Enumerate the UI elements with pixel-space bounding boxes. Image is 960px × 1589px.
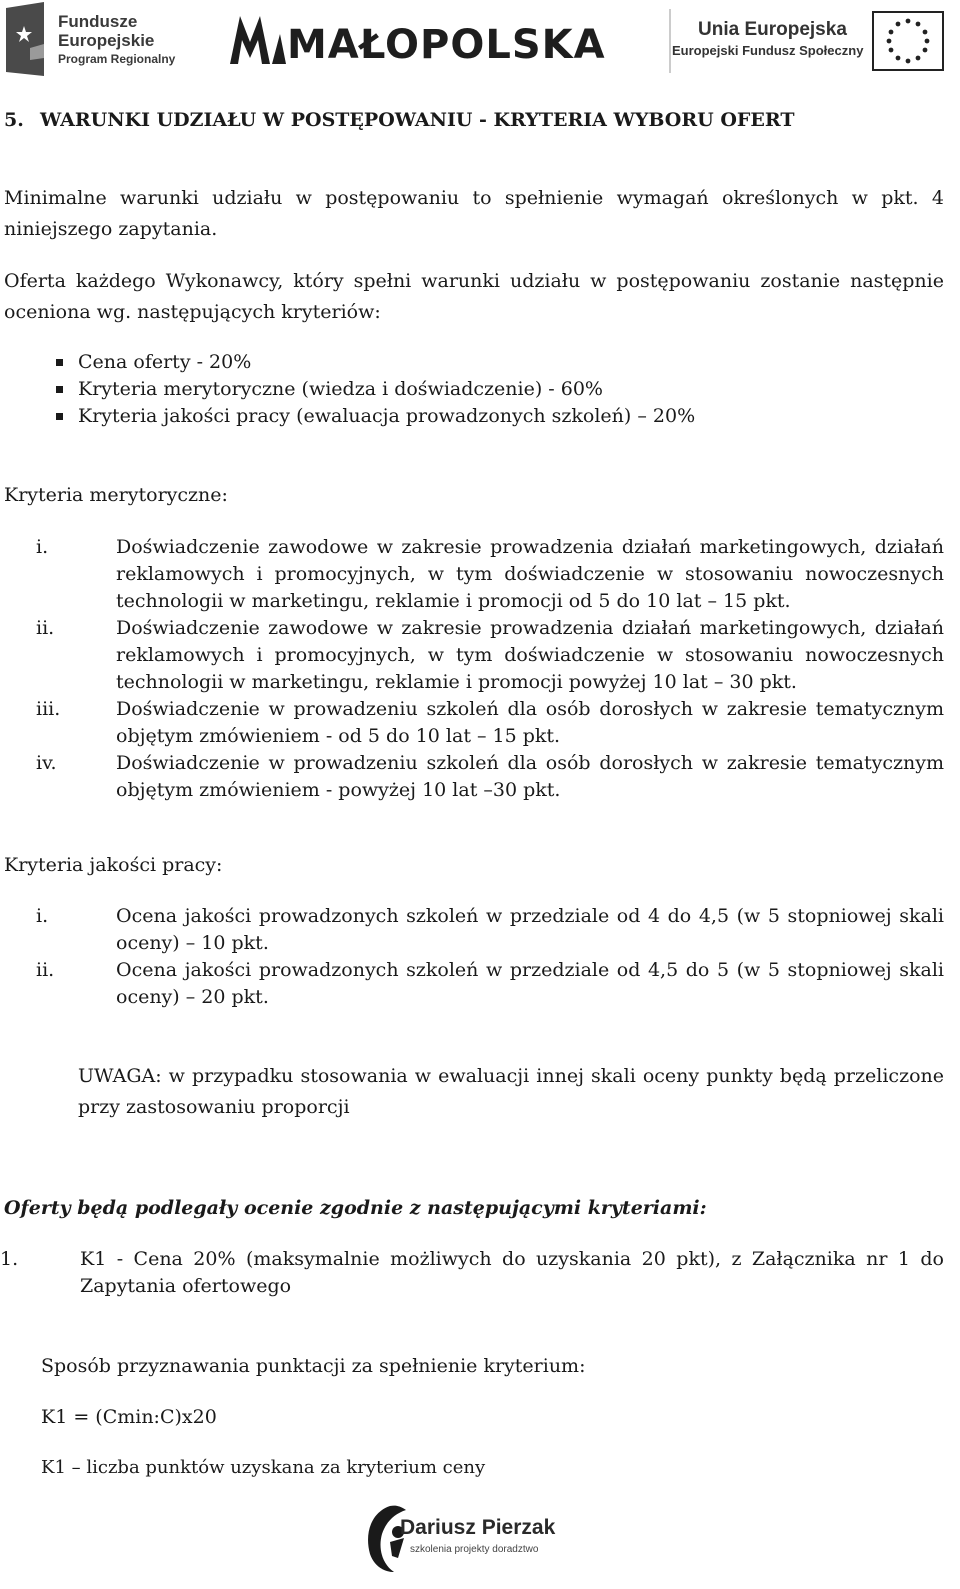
dariusz-pierzak-logo [360, 1502, 560, 1574]
intro-paragraph-2: Oferta każdego Wykonawcy, który spełni warunki udziału w postępowaniu zostanie następnie oceniona wg. następujących kryteriów: [4, 270, 944, 323]
list-item-text: Doświadczenie w prowadzeniu szkoleń dla osób dorosłych w zakresie tematycznym objętym zmówieniem - od 5 do 10 lat – 15 pkt. [116, 698, 944, 747]
list-marker: ii. [36, 959, 55, 981]
list-item: Cena oferty - 20% [56, 349, 936, 376]
list-item: Kryteria jakości pracy (ewaluacja prowadzonych szkoleń) – 20% [56, 403, 936, 430]
list-item [36, 615, 944, 696]
quality-criteria-title: Kryteria jakości pracy: [4, 854, 223, 876]
list-marker: i. [36, 536, 49, 558]
list-item [36, 957, 944, 1011]
malopolska-logo-text: MAŁOPOLSKA [287, 22, 606, 68]
k1-method-text: Sposób przyznawania punktacji za spełnienie kryterium: [41, 1355, 586, 1377]
k1-list [0, 1246, 944, 1300]
list-item [0, 1246, 944, 1300]
fe-logo-line-3: Program Regionalny [58, 52, 176, 66]
fe-logo-line-1: Fundusze [58, 12, 138, 31]
list-marker: ii. [36, 617, 55, 639]
malopolska-mark-icon [230, 12, 286, 70]
merit-criteria-title: Kryteria merytoryczne: [4, 484, 228, 506]
list-marker: i. [36, 905, 49, 927]
list-marker: 1. [0, 1248, 19, 1270]
list-item-text: Doświadczenie w prowadzeniu szkoleń dla osób dorosłych w zakresie tematycznym objętym zmówieniem - powyżej 10 lat –30 pkt. [116, 752, 944, 801]
k1-definition: K1 – liczba punktów uzyskana za kryterium ceny [41, 1457, 486, 1478]
list-item: Kryteria merytoryczne (wiedza i doświadczenie) - 60% [56, 376, 936, 403]
uwaga-note: UWAGA: w przypadku stosowania w ewaluacji innej skali oceny punkty będą przeliczone przy zastosowaniu proporcji [78, 1065, 944, 1118]
offers-criteria-heading: Oferty będą podlegały ocenie zgodnie z następującymi kryteriami: [4, 1197, 707, 1219]
list-item [36, 534, 944, 615]
list-item-text: Doświadczenie zawodowe w zakresie prowadzenia działań marketingowych, działań reklamowych i promocyjnych, w tym doświadczenie w stosowaniu nowoczesnych technologii w marketingu, reklamie i promocji od 5 do 10 lat – 15 pkt. [116, 536, 944, 612]
ue-logo-line-1: Unia Europejska [698, 19, 847, 40]
list-marker: iii. [36, 698, 61, 720]
fe-logo-line-2: Europejskie [58, 31, 155, 50]
list-item-text: Ocena jakości prowadzonych szkoleń w przedziale od 4,5 do 5 (w 5 stopniowej skali oceny) – 20 pkt. [116, 959, 944, 1008]
quality-criteria-list [36, 903, 944, 1011]
section-number: 5. [4, 109, 24, 131]
section-title: WARUNKI UDZIAŁU W POSTĘPOWANIU - KRYTERIA WYBORU OFERT [40, 109, 795, 131]
footer-tagline: szkolenia projekty doradztwo [410, 1544, 539, 1555]
criteria-bullet-list [56, 349, 936, 430]
section-heading [4, 106, 794, 134]
list-item [36, 750, 944, 804]
list-item-text: K1 - Cena 20% (maksymalnie możliwych do uzyskania 20 pkt), z Załącznika nr 1 do Zapytania ofertowego [80, 1248, 944, 1297]
list-item-text: Ocena jakości prowadzonych szkoleń w przedziale od 4 do 4,5 (w 5 stopniowej skali oceny) – 10 pkt. [116, 905, 944, 954]
intro-paragraph-1: Minimalne warunki udziału w postępowaniu to spełnienie wymagań określonych w pkt. 4 niniejszego zapytania. [4, 187, 944, 240]
footer-brand: Dariusz Pierzak [400, 1516, 556, 1539]
list-item [36, 903, 944, 957]
fe-logo-text [58, 12, 175, 68]
ue-logo-line-2: Europejski Fundusz Społeczny [672, 43, 864, 58]
list-item [36, 696, 944, 750]
list-item-text: Doświadczenie zawodowe w zakresie prowadzenia działań marketingowych, działań reklamowych i promocyjnych, w tym doświadczenie w stosowaniu nowoczesnych technologii w marketingu, reklamie i promocji powyżej 10 lat – 30 pkt. [116, 617, 944, 693]
merit-criteria-list [36, 534, 944, 804]
list-marker: iv. [36, 752, 57, 774]
ue-logo-text [672, 18, 863, 60]
k1-formula: K1 = (Cmin:C)x20 [41, 1406, 217, 1428]
